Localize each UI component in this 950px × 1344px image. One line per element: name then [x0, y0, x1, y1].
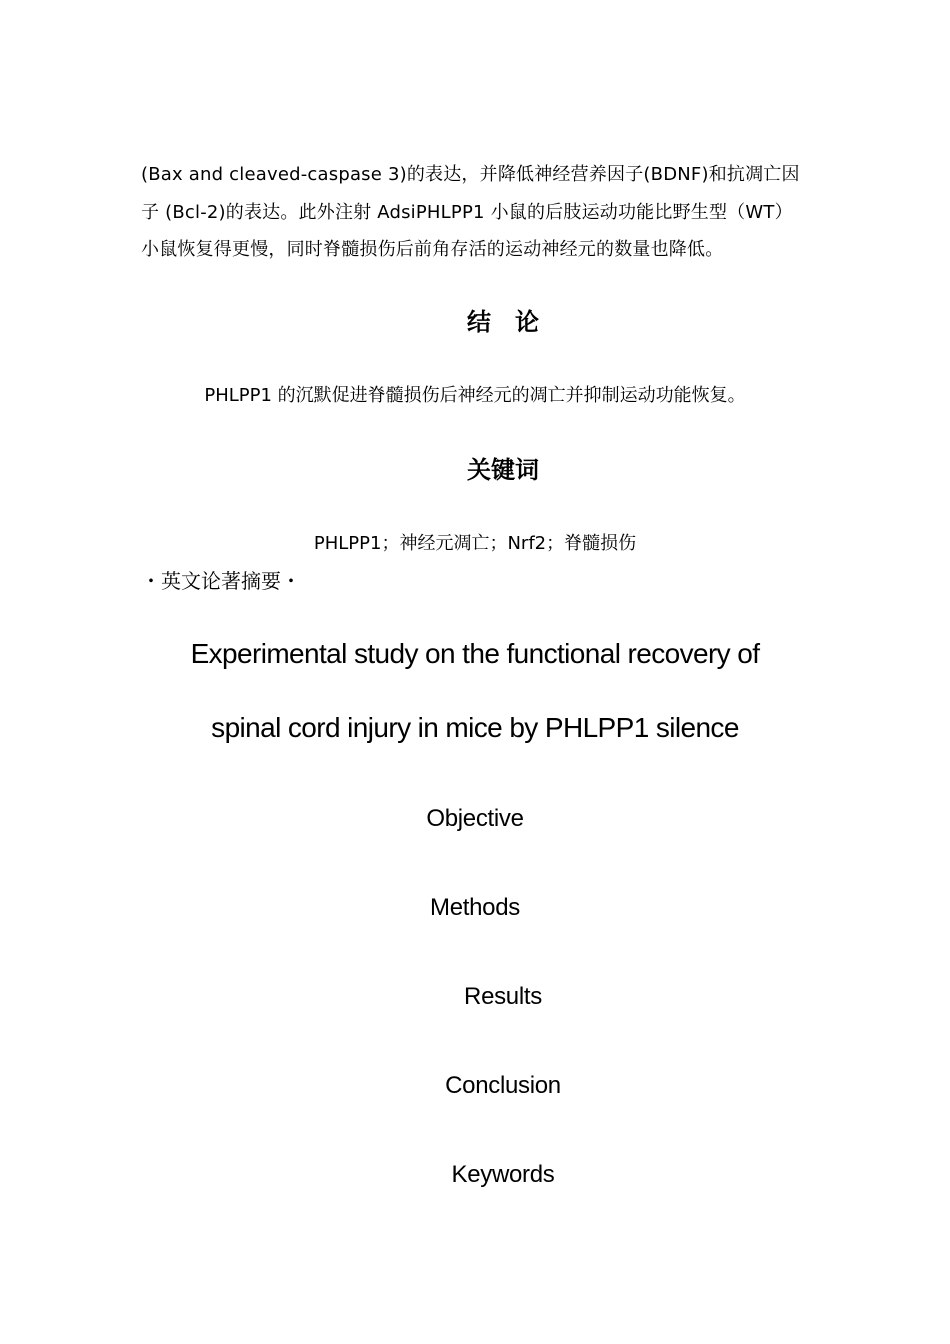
methods-heading: Methods [430, 894, 520, 921]
results-heading: Results [464, 983, 542, 1010]
conclusion-text-cn: PHLPP1 的沉默促进脊髓损伤后神经元的凋亡并抑制运动功能恢复。 [204, 385, 746, 406]
abstract-body-line-2: 子 (Bcl-2)的表达。此外注射 AdsiPHLPP1 小鼠的后肢运动功能比野生型（WT） [141, 202, 793, 223]
abstract-body-line-3: 小鼠恢复得更慢，同时脊髓损伤后前角存活的运动神经元的数量也降低。 [141, 239, 724, 260]
english-abstract-section-marker: ・英文论著摘要・ [141, 569, 301, 593]
keywords-text-cn: PHLPP1；神经元凋亡；Nrf2；脊髓损伤 [313, 533, 637, 554]
abstract-body-line-1: (Bax and cleaved-caspase 3)的表达，并降低神经营养因子(BDNF)和抗凋亡因 [141, 164, 800, 185]
keywords-heading-cn: 关键词 [467, 456, 539, 484]
english-title-line-2: spinal cord injury in mice by PHLPP1 silence [211, 712, 739, 743]
english-title-line-1: Experimental study on the functional recovery of [190, 638, 760, 669]
objective-heading: Objective [426, 805, 524, 832]
conclusion-heading-en: Conclusion [445, 1072, 561, 1099]
keywords-heading-en: Keywords [451, 1161, 555, 1188]
conclusion-heading-cn: 结 论 [467, 308, 539, 336]
